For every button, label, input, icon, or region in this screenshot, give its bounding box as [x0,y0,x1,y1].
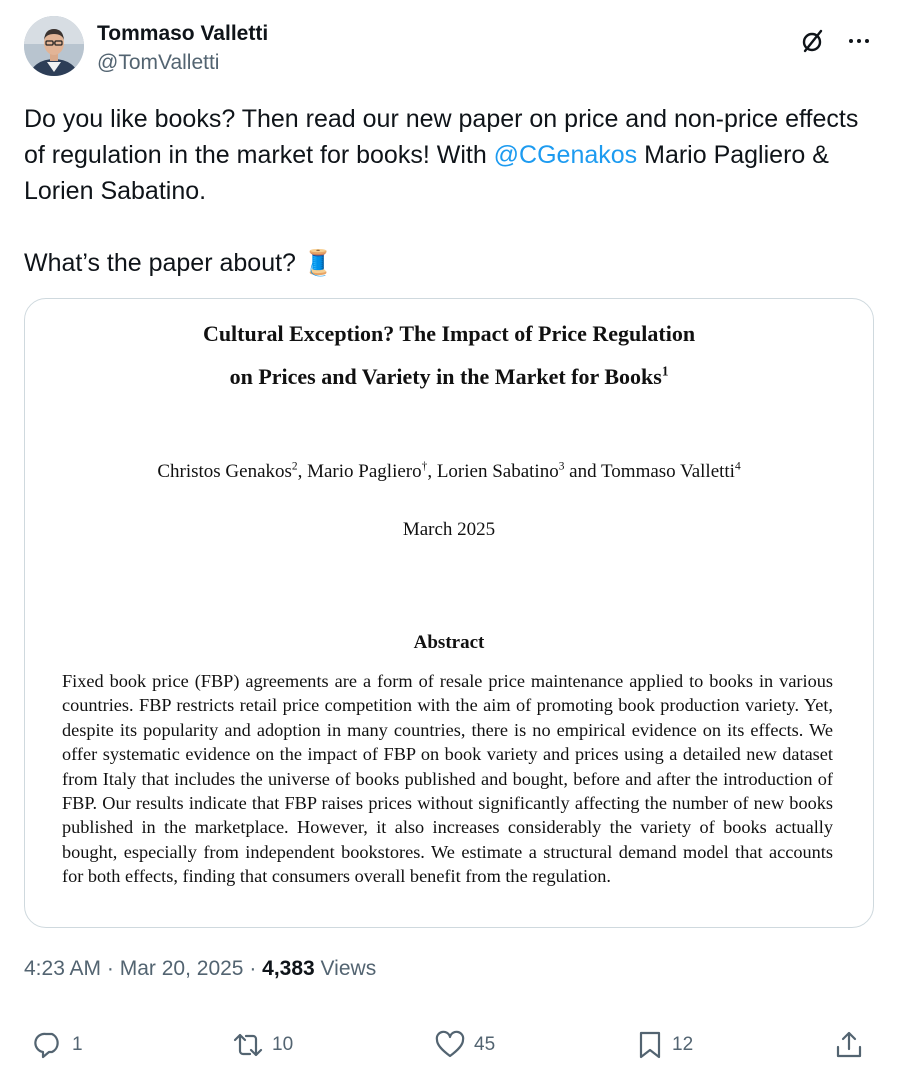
tweet-text-part2: Mario Pagliero & Lorien Sabatino. What’s the paper about? [24,141,829,277]
author-separator: , [297,461,308,482]
display-name[interactable]: Tommaso Valletti [97,22,269,45]
share-button[interactable] [834,1028,864,1062]
like-button[interactable] [434,1028,495,1062]
repost-count: 10 [272,1034,294,1055]
action-bar [24,1022,874,1070]
paper-date: March 2025 [402,519,496,540]
heart-icon [434,1030,466,1060]
paper-title-line2: on Prices and Variety in the Market for Books$^1$ [229,363,669,389]
author-names [97,21,268,76]
avatar[interactable] [24,16,84,76]
tweet-text-part1: Do you like books? Then read our new paper on price and non-price effects of regulation in the market for books! With [24,105,866,169]
paper-author-name: Lorien Sabatino [436,461,559,482]
author-footnote-mark: 2 [291,460,298,473]
author-footnote-mark: 4 [734,460,741,473]
handle[interactable]: @TomValletti [97,51,220,74]
more-icon [844,26,874,56]
author-footnote-mark: † [421,460,428,473]
reply-button[interactable] [34,1028,83,1062]
views-count: 4,383 [262,957,315,980]
share-icon [834,1030,864,1060]
paper-authors [25,461,873,483]
bookmark-button[interactable] [636,1028,693,1062]
reply-icon [34,1030,64,1060]
repost-icon [232,1030,264,1060]
grok-button[interactable] [798,26,828,56]
bookmark-count: 12 [672,1034,694,1055]
tweet-time[interactable]: 4:23 AM [24,957,102,980]
tweet-meta: 4:23 AM · Mar 20, 2025 · 4,383 Views [24,957,377,980]
thread-emoji: 🧵 [302,249,335,277]
title-footnote-mark: 1 [661,363,669,379]
grok-icon [798,26,828,56]
bookmark-icon [636,1030,664,1060]
paper-author-name: Mario Pagliero [307,461,422,482]
tweet-header [24,16,874,80]
abstract-heading: Abstract [413,632,485,653]
author-separator: and [564,461,602,482]
tweet-text [24,101,874,281]
abstract-text: Fixed book price (FBP) agreements are a form of resale price maintenance applied to books in various countries. FBP restricts retail price competition with the aim of promoting book production variety. Yet, despite its popularity and adoption in many countries, there is no empirical evidence on its effects. We offer systematic evidence on the impact of FBP on book variety and prices using a detailed new dataset from Italy that includes the universe of books published and bought, before and after the introduction of FBP. Our results indicate that FBP raises prices without significantly affecting the number of new books published in the marketplace. However, it also increases considerably the variety of books actually bought, especially from independent bookstores. We estimate a structural demand model that accounts for both effects, finding that consumers overall benefit from the regulation. [62,671,833,887]
mention-link[interactable]: @CGenakos [493,141,638,169]
tweet-date[interactable]: Mar 20, 2025 [119,957,244,980]
reply-count: 1 [72,1034,83,1055]
views-label: Views [314,957,377,980]
like-count: 45 [474,1034,496,1055]
attached-image[interactable] [24,298,874,928]
repost-button[interactable] [232,1028,293,1062]
paper-author-name: Tommaso Valletti [601,461,735,482]
paper-title-line1: Cultural Exception? The Impact of Price Regulation [202,321,696,346]
author-separator: , [427,461,437,482]
author-footnote-mark: 3 [558,460,565,473]
more-button[interactable] [844,26,874,56]
paper-author-name: Christos Genakos [157,461,292,482]
